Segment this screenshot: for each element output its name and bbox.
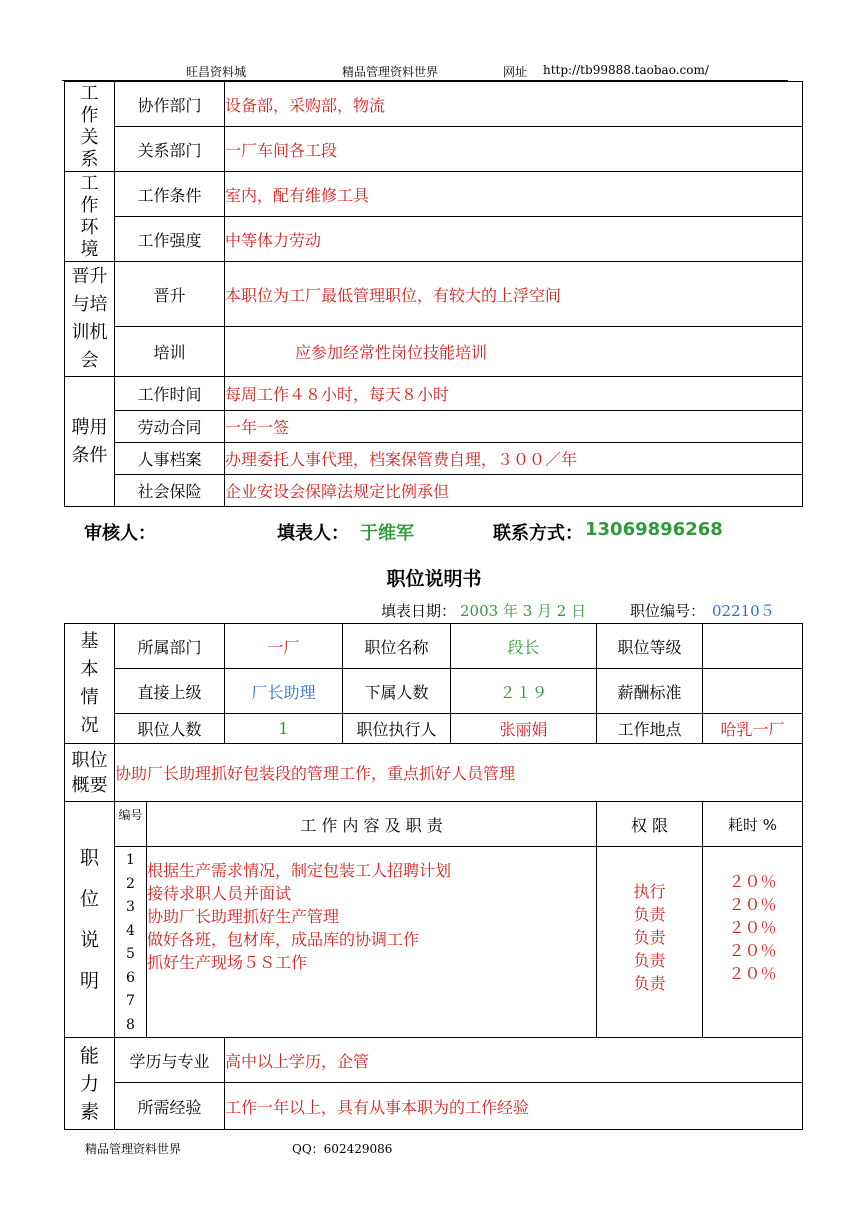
section-work-environment: 工作环境 xyxy=(65,172,115,262)
authority-item: 执行 xyxy=(633,882,666,901)
related-dept-label: 关系部门 xyxy=(115,127,225,172)
time-share-item: ２０％ xyxy=(728,941,777,960)
promotion-label: 晋升 xyxy=(115,262,225,327)
header-center-title: 精品管理资料世界 xyxy=(342,65,439,79)
personnel-archive-value: 办理委托人事代理，档案保管费自理，３００／年 xyxy=(225,443,803,475)
social-insurance-value: 企业安设会保障法规定比例承但 xyxy=(225,475,803,507)
job-description-table xyxy=(64,623,803,1130)
training-label: 培训 xyxy=(115,327,225,377)
reviewer-label: 审核人： xyxy=(84,523,156,544)
related-dept-value: 一厂车间各工段 xyxy=(225,127,803,172)
work-hours-label: 工作时间 xyxy=(115,377,225,411)
time-share-item: ２０％ xyxy=(728,872,777,891)
experience-value: 工作一年以上，具有从事本职为的工作经验 xyxy=(225,1083,803,1130)
position-code-value: 02210５ xyxy=(712,602,775,620)
position-summary-value: 协助厂长助理抓好包装段的管理工作，重点抓好人员管理 xyxy=(115,744,803,802)
social-insurance-label: 社会保险 xyxy=(115,475,225,507)
time-share-item: ２０％ xyxy=(728,918,777,937)
labor-contract-label: 劳动合同 xyxy=(115,411,225,443)
collab-dept-label: 协作部门 xyxy=(115,82,225,127)
position-code-label: 职位编号： xyxy=(630,602,706,620)
authority-item: 负责 xyxy=(633,974,666,993)
duty-number: 7 xyxy=(126,993,135,1009)
superior-value: 厂长助理 xyxy=(225,669,343,714)
superior-label: 直接上级 xyxy=(115,669,225,714)
section-position-description: 职位说明 xyxy=(65,802,115,1038)
filler-name: 于维军 xyxy=(360,523,414,544)
section-work-relations: 工作关系 xyxy=(65,82,115,172)
time-share-item: ２０％ xyxy=(728,964,777,983)
fill-date-label: 填表日期： xyxy=(381,602,457,620)
document-title: 职位说明书 xyxy=(386,568,482,590)
duty-numbers xyxy=(115,847,147,1038)
time-share-item: ２０％ xyxy=(728,895,777,914)
executor-label: 职位执行人 xyxy=(343,714,451,744)
section-basic-info: 基本情况 xyxy=(65,624,115,744)
work-condition-value: 室内，配有维修工具 xyxy=(225,172,803,217)
duty-number: 5 xyxy=(126,946,135,962)
section-promotion-training: 晋升与培训机会 xyxy=(65,262,115,377)
promotion-value: 本职位为工厂最低管理职位，有较大的上浮空间 xyxy=(225,262,803,327)
position-grade-label: 职位等级 xyxy=(597,624,703,669)
duty-number: 6 xyxy=(126,969,135,986)
labor-contract-value: 一年一签 xyxy=(225,411,803,443)
personnel-archive-label: 人事档案 xyxy=(115,443,225,475)
salary-standard-value xyxy=(703,669,803,714)
duty-number: 2 xyxy=(126,875,135,892)
work-conditions-table xyxy=(64,81,803,507)
column-time-header: 耗时 % xyxy=(703,802,803,847)
training-value: 应参加经常性岗位技能培训 xyxy=(225,327,803,377)
filler-label: 填表人： xyxy=(277,523,349,544)
work-intensity-value: 中等体力劳动 xyxy=(225,217,803,262)
experience-label: 所需经验 xyxy=(115,1083,225,1130)
authority-item: 负责 xyxy=(633,905,666,924)
column-number-header: 编号 xyxy=(115,802,147,847)
authority-list xyxy=(597,847,703,1038)
duty-list xyxy=(147,847,597,1038)
work-condition-label: 工作条件 xyxy=(115,172,225,217)
duty-item: 做好各班，包材库，成品库的协调工作 xyxy=(147,930,420,949)
header-url-label: 网址 xyxy=(503,65,528,79)
collab-dept-value: 设备部，采购部，物流 xyxy=(225,82,803,127)
work-location-value: 哈乳一厂 xyxy=(703,714,803,744)
position-name-value: 段长 xyxy=(451,624,597,669)
duty-item: 抓好生产现场５Ｓ工作 xyxy=(147,953,308,972)
department-label: 所属部门 xyxy=(115,624,225,669)
authority-item: 负责 xyxy=(633,951,666,970)
footer-qq: QQ：602429086 xyxy=(292,1142,393,1156)
work-hours-value: 每周工作４８小时，每天８小时 xyxy=(225,377,803,411)
subordinates-value: ２１９ xyxy=(451,669,597,714)
subordinates-label: 下属人数 xyxy=(343,669,451,714)
salary-standard-label: 薪酬标准 xyxy=(597,669,703,714)
education-value: 高中以上学历，企管 xyxy=(225,1038,803,1083)
section-ability: 能力素 xyxy=(65,1038,115,1130)
position-grade-value xyxy=(703,624,803,669)
headcount-value: 1 xyxy=(225,714,343,744)
authority-item: 负责 xyxy=(633,928,666,947)
duty-number: 3 xyxy=(126,899,135,915)
contact-label: 联系方式： xyxy=(493,523,583,544)
headcount-label: 职位人数 xyxy=(115,714,225,744)
duty-item: 接待求职人员并面试 xyxy=(147,884,292,903)
header-url[interactable]: http://tb99888.taobao.com/ xyxy=(543,63,709,77)
section-position-summary: 职位概要 xyxy=(65,744,115,802)
education-label: 学历与专业 xyxy=(115,1038,225,1083)
column-authority-header: 权 限 xyxy=(597,802,703,847)
work-intensity-label: 工作强度 xyxy=(115,217,225,262)
column-content-header: 工 作 内 容 及 职 责 xyxy=(147,802,597,847)
duty-item: 根据生产需求情况，制定包装工人招聘计划 xyxy=(147,861,452,880)
department-value: 一厂 xyxy=(225,624,343,669)
executor-value: 张丽娟 xyxy=(451,714,597,744)
duty-number: 4 xyxy=(126,922,135,939)
duty-number: 1 xyxy=(126,852,135,868)
header-site-name: 旺昌资料城 xyxy=(186,65,247,79)
fill-date-value: 2003 年 3 月 2 日 xyxy=(460,602,587,620)
section-hiring-conditions: 聘用条件 xyxy=(65,377,115,507)
duty-number: 8 xyxy=(126,1016,135,1033)
contact-value: 13069896268 xyxy=(585,519,723,540)
footer-site-name: 精品管理资料世界 xyxy=(85,1142,182,1156)
duty-item: 协助厂长助理抓好生产管理 xyxy=(147,907,340,926)
position-name-label: 职位名称 xyxy=(343,624,451,669)
time-list xyxy=(703,847,803,1038)
work-location-label: 工作地点 xyxy=(597,714,703,744)
